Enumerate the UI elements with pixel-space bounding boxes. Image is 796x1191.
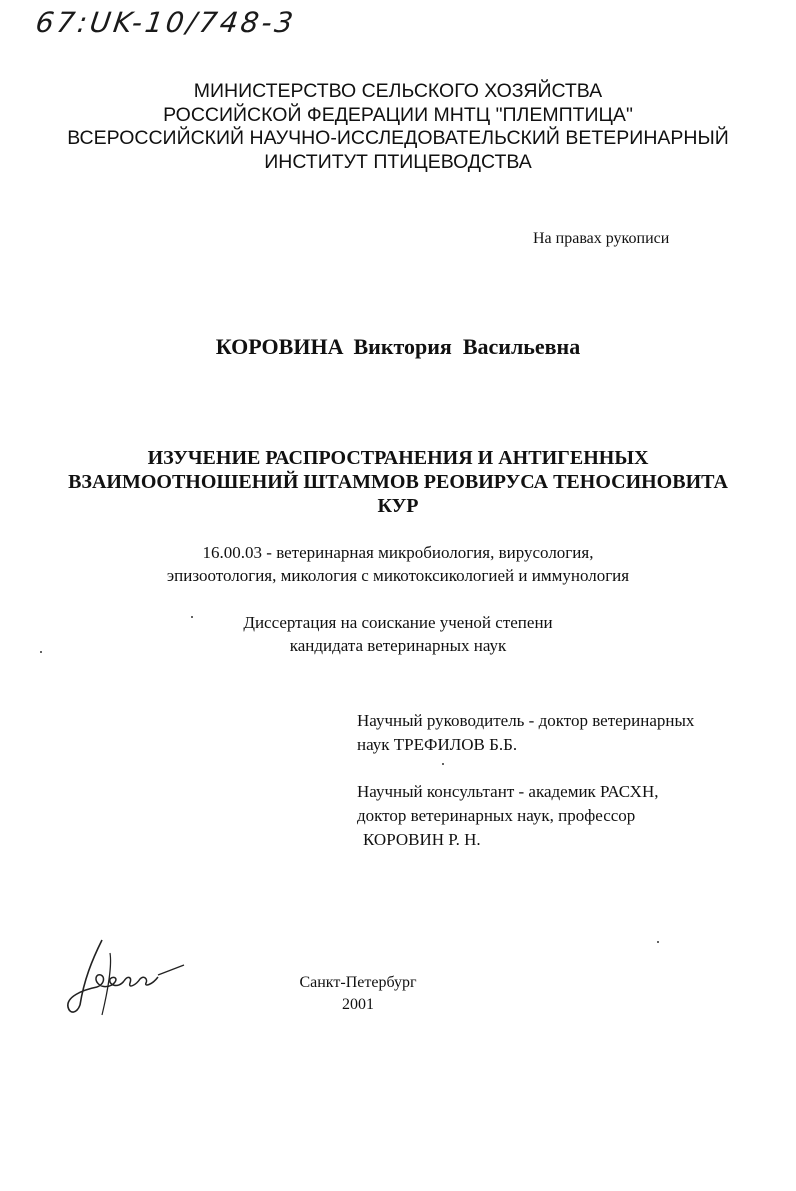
author-surname: КОРОВИНА [215,334,344,359]
specialty-line: эпизоотология, микология с микотоксикологией и иммунология [166,566,630,585]
handwritten-registry-number: 67:UK-10/748-3 [33,6,298,39]
ministry-line: ВСЕРОССИЙСКИЙ НАУЧНО-ИССЛЕДОВАТЕЛЬСКИЙ ВЕТЕРИНАРНЫЙ [67,127,729,149]
rights-note: На правах рукописи [533,230,670,247]
author-name [0,334,796,360]
supervisor-line: Научный руководитель - доктор ветеринарных [357,711,695,730]
scientific-consultant [357,780,658,852]
specialty-line: 16.00.03 - ветеринарная микробиология, вирусология, [202,543,594,562]
supervisor-line: наук ТРЕФИЛОВ Б.Б. [357,735,518,754]
title-line: ИЗУЧЕНИЕ РАСПРОСТРАНЕНИЯ И АНТИГЕННЫХ [147,447,649,469]
degree-statement [0,611,796,657]
year: 2001 [342,996,374,1013]
ministry-header [0,80,796,174]
author-given-names: Виктория Васильевна [353,334,581,359]
consultant-line: КОРОВИН Р. Н. [363,830,481,849]
scientific-supervisor [357,709,694,757]
place-and-year [0,972,716,1016]
scan-speck [40,651,42,653]
degree-line: Диссертация на соискание ученой степени [243,613,553,632]
consultant-line: Научный консультант - академик РАСХН, [357,782,659,801]
specialty-code [0,541,796,587]
title-line: КУР [377,495,419,517]
consultant-line: доктор ветеринарных наук, профессор [357,806,636,825]
ministry-line: ИНСТИТУТ ПТИЦЕВОДСТВА [264,150,532,173]
title-line: ВЗАИМООТНОШЕНИЙ ШТАММОВ РЕОВИРУСА ТЕНОСИНОВИТА [68,471,728,493]
scan-speck [191,616,193,618]
city: Санкт-Петербург [299,974,417,991]
scan-speck [442,763,444,765]
ministry-line: МИНИСТЕРСТВО СЕЛЬСКОГО ХОЗЯЙСТВА [193,80,603,102]
ministry-line: РОССИЙСКОЙ ФЕДЕРАЦИИ МНТЦ "ПЛЕМПТИЦА" [163,103,633,126]
degree-line: кандидата ветеринарных наук [289,636,507,655]
dissertation-title [0,446,796,518]
scan-speck [657,941,659,943]
